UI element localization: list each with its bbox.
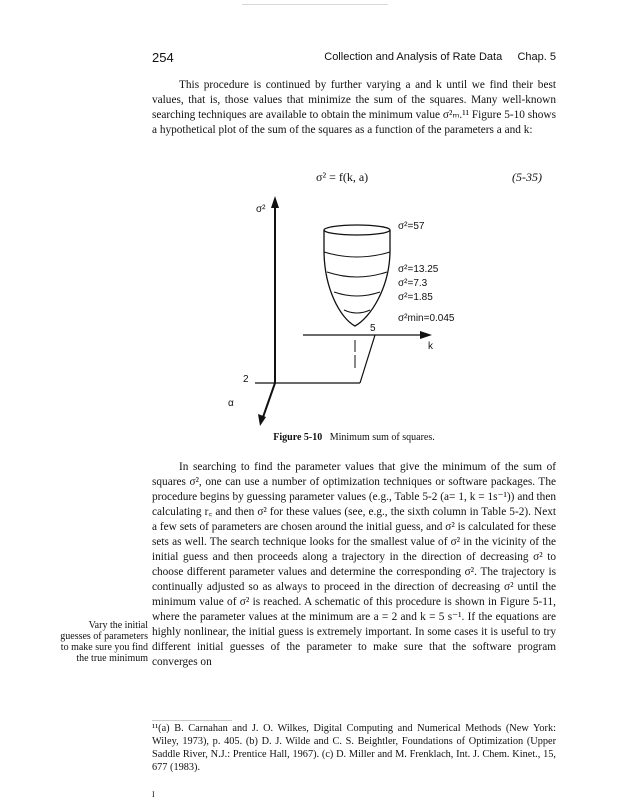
caption-text: Minimum sum of squares. [329,432,435,443]
contour-57 [324,225,390,235]
caption-label: Figure 5-10 [273,432,323,443]
contour-1-85 [334,292,380,296]
page-number: 254 [152,50,174,65]
tick-alpha: 2 [243,374,249,385]
level-label-2: σ²=7.3 [398,278,428,289]
contour-min [344,310,370,313]
sigma-axis-label: σ² [256,204,266,215]
tick-k: 5 [370,323,376,334]
contour-7 [327,272,387,277]
chapter-label: Chap. 5 [517,51,556,63]
paragraph-search: In searching to find the parameter values that give the minimum of the sum of squares σ², one can use a number of optimization techniques or software packages. The procedure begins by guessing parameter values (e.g., Table 5-2 (a= 1, k = 1s⁻¹)) and then calculating r꜀ and then σ² for these values (see, e.g., the sixth column in Table 5-2). Next a few sets of parameters are chosen around the initial guess, and σ² is calculated for these sets as well. The search technique looks for the smallest value of σ² in the vicinity of the initial guess and then proceeds along a trajectory in the direction of decreasing σ² to choose different parameter values and determine the corresponding σ². The trajectory is continually adjusted so as always to proceed in the direction of decreasing σ² until the minimum value of σ² is reached. A schematic of this procedure is shown in Figure 5-11, where the parameter values at the minimum are a = 2 and k = 5 s⁻¹. If the equations are highly nonlinear, the initial guess is extremely important. In some cases it is useful to try different initial guesses of the parameter to make sure that the software program converges on [152,461,556,668]
footnote-mark: I [152,790,155,799]
footnote: ¹¹(a) B. Carnahan and J. O. Wilkes, Digital Computing and Numerical Methods (New York: Wiley, 1973), p. 405. (b) D. J. Wilde and C. S. Beightler, Foundations of Optimization (Upper Saddle River, N.J.: Prentice Hall, 1967). (c) D. Miller and M. Frenklach, Int. J. Chem. Kinet., 15, 677 (1983). [152,723,556,773]
k-axis-arrow [420,331,432,339]
figure-caption [152,432,556,443]
sigma-axis-arrow [271,196,279,208]
running-title: Collection and Analysis of Rate Data [324,51,503,63]
level-label-0: σ²=57 [398,221,425,232]
contour-13 [324,252,390,257]
margin-note: Vary the initial guesses of parameters to make sure you find the true minimum [60,620,148,664]
alpha-axis [262,383,275,420]
alpha-axis-label: α [228,398,234,409]
footnote-rule [152,720,232,721]
level-label-3: σ²=1.85 [398,292,433,303]
k-axis-label: k [428,341,433,352]
equation: σ² = f(k, a) [316,170,369,184]
level-label-4: σ²min=0.045 [398,313,455,324]
surface-outline [324,230,390,326]
paragraph-intro: This procedure is continued by further varying a and k until we find their best values, that is, those values that minimize the sum of the squares. Many well-known searching techniques are available to obtain the minimum value σ²ₘ.¹¹ Figure 5-10 shows a hypothetical plot of the sum of the squares as a function of the parameters a and k: [152,79,556,136]
alpha-axis-arrow [258,414,266,426]
back-edge [360,335,375,383]
equation-number: (5-35) [512,170,542,184]
level-label-1: σ²=13.25 [398,264,439,275]
